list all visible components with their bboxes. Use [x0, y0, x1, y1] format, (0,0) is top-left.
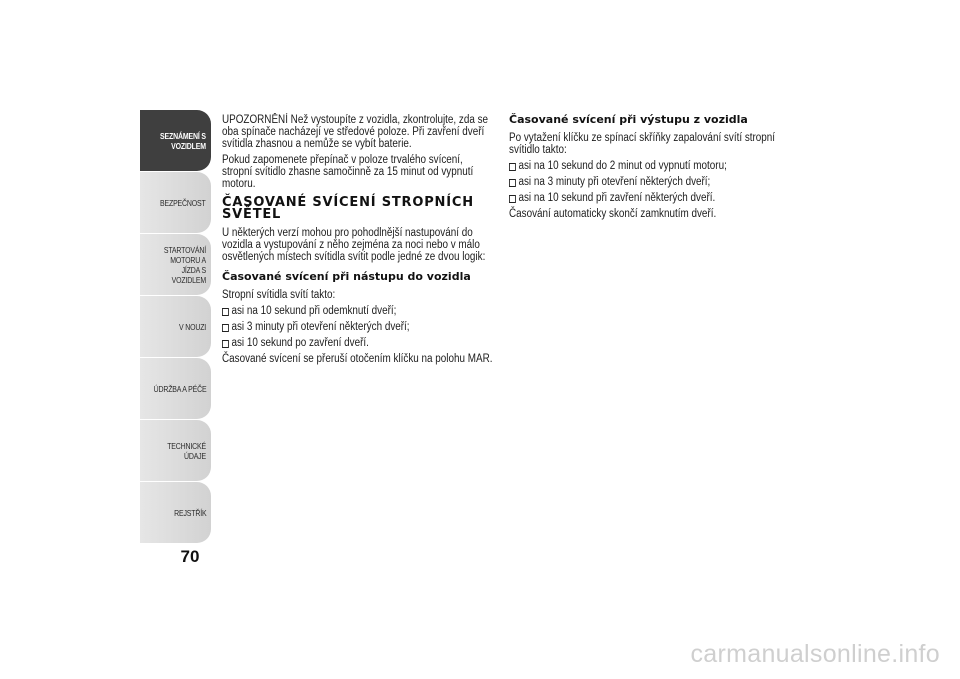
tab-label: STARTOVÁNÍ MOTORU A JÍZDA S VOZIDLEM — [163, 244, 206, 285]
subheading-entry: Časované svícení při nástupu do vozidla — [222, 270, 471, 283]
tab-v-nouzi[interactable] — [140, 296, 211, 357]
tab-label: TECHNICKÉ ÚDAJE — [167, 440, 206, 461]
tab-label: V NOUZI — [178, 321, 206, 332]
lead-paragraph: Stropní svítidla svítí takto: — [222, 289, 336, 301]
closing-paragraph: Časování automaticky skončí zamknutím dveří. — [509, 208, 717, 220]
checkbox-bullet-icon — [222, 324, 229, 332]
checkbox-bullet-icon — [509, 195, 516, 203]
page-number: 70 — [180, 547, 200, 566]
note-paragraph: Pokud zapomenete přepínač v poloze trvalého svícení, stropní svítidlo zhasne samočinně za 15 minut od vypnutí motoru. — [222, 154, 474, 190]
right-column — [509, 114, 781, 224]
tab-udrzba-a-pece[interactable] — [140, 358, 211, 419]
tab-label: ÚDRŽBA A PÉČE — [153, 383, 206, 394]
list-item: asi 10 sekund po zavření dveří. — [222, 337, 494, 349]
tab-bezpecnost[interactable] — [140, 172, 211, 233]
checkbox-bullet-icon — [509, 163, 516, 171]
lead-paragraph: Po vytažení klíčku ze spínací skříňky zapalování svítí stropní svítidlo takto: — [509, 132, 776, 156]
list-item: asi na 10 sekund do 2 minut od vypnutí motoru; — [509, 160, 781, 172]
checkbox-bullet-icon — [509, 179, 516, 187]
tab-label: SEZNÁMENÍ S VOZIDLEM — [160, 130, 206, 151]
list-item: asi na 10 sekund při odemknutí dveří; — [222, 305, 494, 317]
closing-paragraph: Časované svícení se přeruší otočením klíčku na polohu MAR. — [222, 353, 493, 365]
warning-paragraph: UPOZORNĚNÍ Než vystoupíte z vozidla, zkontrolujte, zda se oba spínače nacházejí ve středové poloze. Při zavření dveří svítidla zhasnou a nemůže se vybít baterie. — [222, 114, 489, 150]
tab-technicke-udaje[interactable] — [140, 420, 211, 481]
list-item: asi na 10 sekund při zavření některých dveří. — [509, 192, 781, 204]
subheading-exit: Časované svícení při výstupu z vozidla — [509, 113, 748, 126]
left-column — [222, 114, 494, 369]
intro-paragraph: U některých verzí mohou pro pohodlnější nastupování do vozidla a vystupování z něho zejména za noci nebo v málo osvětlených místech svítidla svítit podle jedné ze dvou logik: — [222, 227, 486, 263]
tab-seznameni-s-vozidlem[interactable] — [140, 110, 211, 171]
watermark: carmanualsonline.info — [690, 640, 940, 668]
section-heading: ČASOVANÉ SVÍCENÍ STROPNÍCH SVĚTEL — [222, 195, 474, 222]
checkbox-bullet-icon — [222, 308, 229, 316]
list-item: asi na 3 minuty při otevření některých dveří; — [509, 176, 781, 188]
tab-startovani[interactable] — [140, 234, 211, 295]
chapter-tabs — [140, 110, 211, 544]
list-item: asi 3 minuty při otevření některých dveří; — [222, 321, 494, 333]
tab-label: REJSTŘÍK — [173, 507, 206, 518]
tab-label: BEZPEČNOST — [160, 197, 206, 208]
checkbox-bullet-icon — [222, 340, 229, 348]
tab-rejstrik[interactable] — [140, 482, 211, 543]
